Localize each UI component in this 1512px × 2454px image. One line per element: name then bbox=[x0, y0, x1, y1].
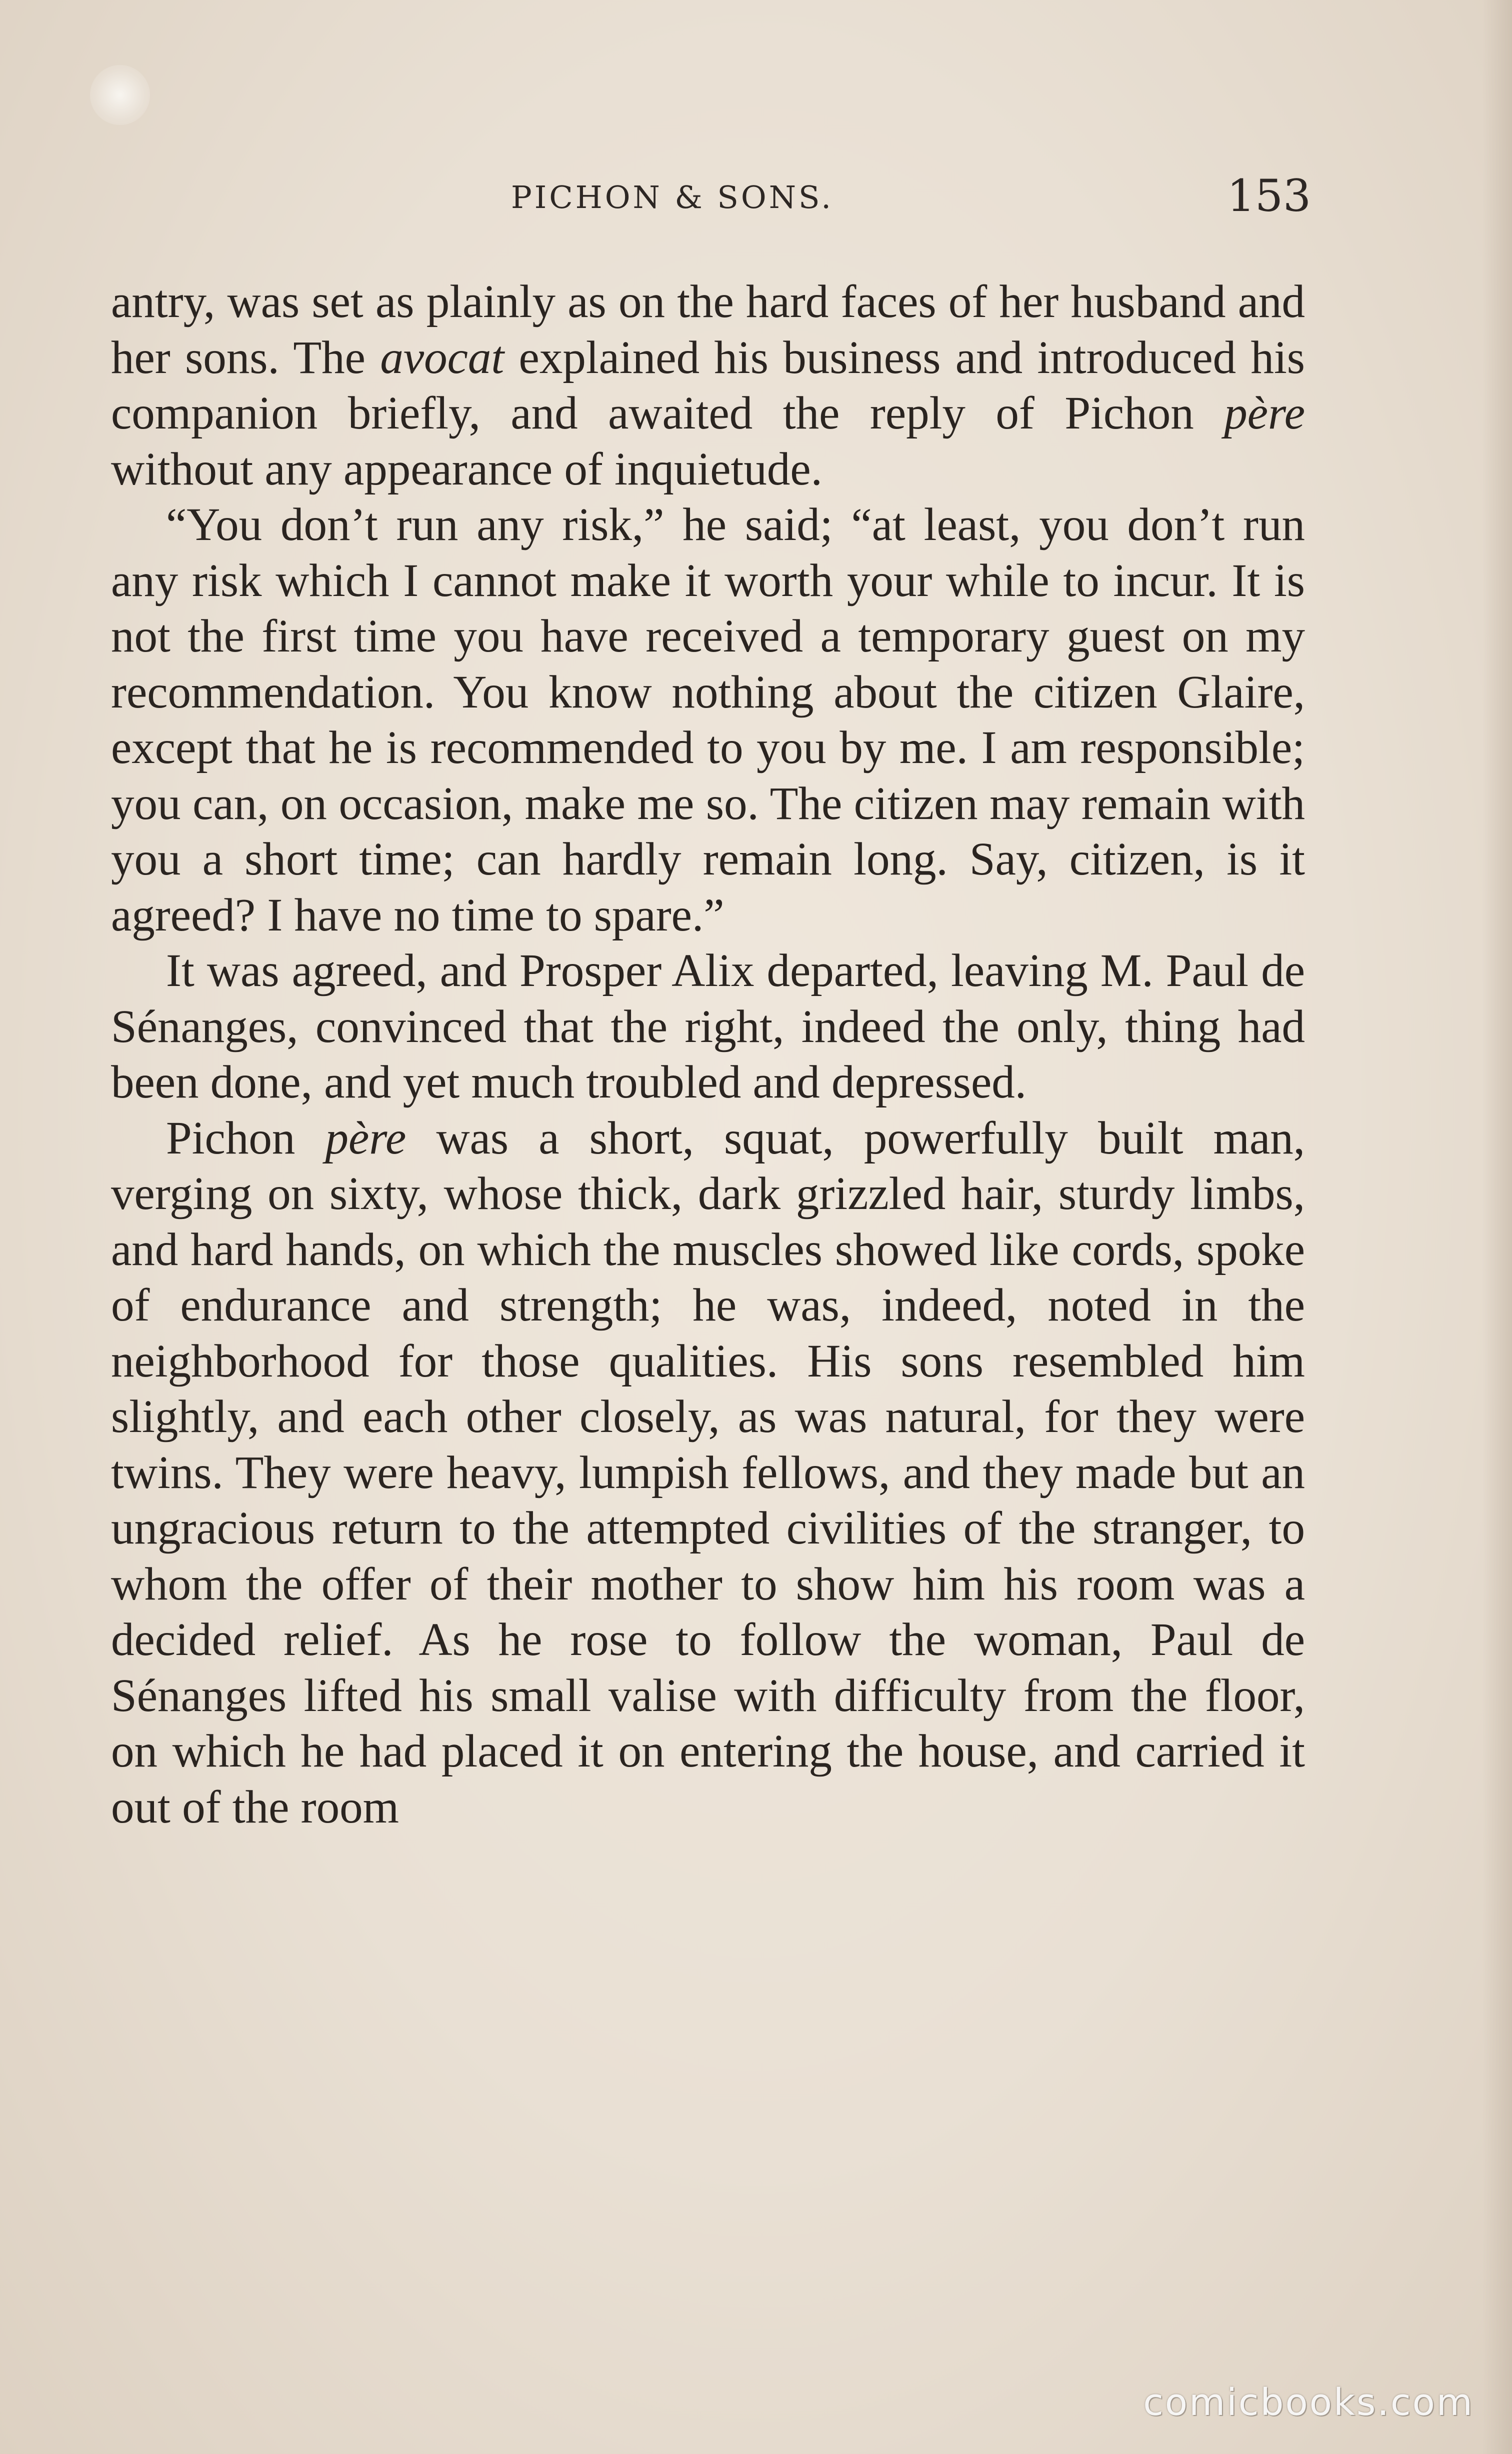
italic-run: père bbox=[1224, 388, 1305, 439]
text-run: without any appearance of inquietude. bbox=[111, 443, 822, 495]
paper-stain bbox=[90, 65, 150, 125]
watermark: comicbooks.com bbox=[1143, 2381, 1474, 2424]
paragraph bbox=[111, 274, 1305, 497]
page-edge-shadow bbox=[1482, 0, 1512, 2454]
paragraph bbox=[111, 497, 1305, 943]
body-text bbox=[111, 274, 1305, 1835]
text-run: Pichon bbox=[166, 1112, 326, 1164]
text-run: “You don’t run any risk,” he said; “at least, you don’t run any risk which I cannot make it worth your while to incur. It is not the first time you have received a temporary guest on my recommendation. You know nothing about the citizen Glaire, except that he is recommended to you by me. I am responsible; you can, on occasion, make me so. The citizen may remain with you a short time; can hardly remain long. Say, citizen, is it agreed? I have no time to spare.” bbox=[111, 499, 1305, 941]
page-header bbox=[111, 170, 1311, 225]
italic-run: avocat bbox=[380, 332, 504, 384]
paragraph bbox=[111, 1110, 1305, 1836]
text-run: explained his business and introduced his companion briefly, and awaited the reply of Pichon bbox=[111, 332, 1305, 439]
running-head: PICHON & SONS. bbox=[511, 179, 834, 216]
text-run: antry, was set as plainly as on the hard faces of her husband and her sons. The bbox=[111, 276, 1305, 384]
text-run: It was agreed, and Prosper Alix departed, leaving M. Paul de Sénanges, convinced that the right, indeed the only, thing had been done, and yet much troubled and depressed. bbox=[111, 945, 1305, 1108]
paragraph bbox=[111, 943, 1305, 1110]
page-number: 153 bbox=[1227, 170, 1311, 222]
italic-run: père bbox=[325, 1112, 406, 1164]
text-run: was a short, squat, powerfully built man, verging on sixty, whose thick, dark grizzled hair, sturdy limbs, and hard hands, on which the muscles showed like cords, spoke of endurance and strength; he was, indeed, noted in the neighborhood for those qualities. His sons resembled him slightly, and each other closely, as was natural, for they were twins. They were heavy, lumpish fellows, and they made but an ungracious return to the attempted civilities of the stranger, to whom the offer of their mother to show him his room was a decided relief. As he rose to follow the woman, Paul de Sénanges lifted his small valise with difficulty from the floor, on which he had placed it on entering the house, and carried it out of the room bbox=[111, 1112, 1306, 1833]
